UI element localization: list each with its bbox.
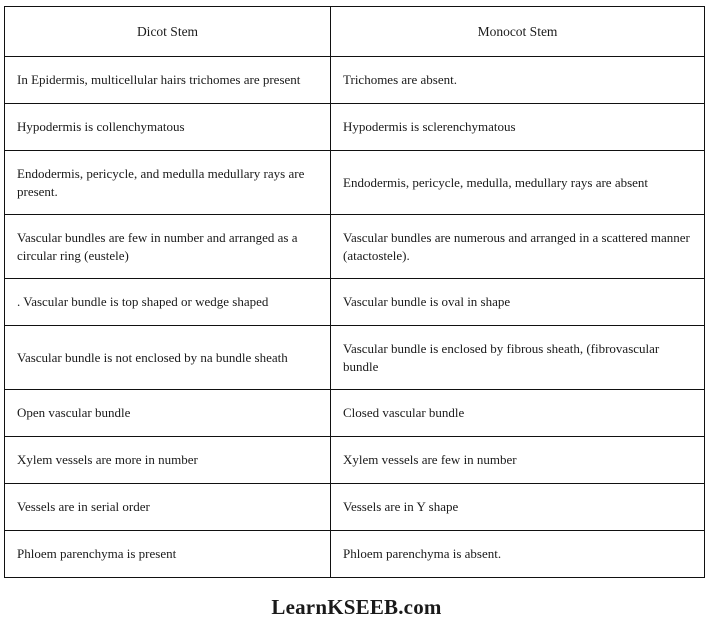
header-dicot: Dicot Stem: [5, 7, 331, 57]
dicot-cell: In Epidermis, multicellular hairs trichomes are present: [5, 57, 331, 104]
monocot-cell: Hypodermis is sclerenchymatous: [331, 104, 705, 151]
table-row: [5, 326, 705, 390]
table-row: [5, 531, 705, 578]
table-row: [5, 151, 705, 215]
monocot-cell: Closed vascular bundle: [331, 390, 705, 437]
dicot-cell: . Vascular bundle is top shaped or wedge shaped: [5, 279, 331, 326]
dicot-cell: Hypodermis is collenchymatous: [5, 104, 331, 151]
table-row: [5, 57, 705, 104]
header-row: [5, 7, 705, 57]
dicot-cell: Vascular bundle is not enclosed by na bundle sheath: [5, 326, 331, 390]
table-row: [5, 279, 705, 326]
table-row: [5, 215, 705, 279]
dicot-cell: Phloem parenchyma is present: [5, 531, 331, 578]
monocot-cell: Phloem parenchyma is absent.: [331, 531, 705, 578]
dicot-cell: Open vascular bundle: [5, 390, 331, 437]
dicot-cell: Endodermis, pericycle, and medulla medullary rays are present.: [5, 151, 331, 215]
table-row: [5, 104, 705, 151]
table-row: [5, 390, 705, 437]
monocot-cell: Vascular bundle is enclosed by fibrous sheath, (fibrovascular bundle: [331, 326, 705, 390]
comparison-table: [4, 6, 705, 578]
table-row: [5, 437, 705, 484]
monocot-cell: Vascular bundle is oval in shape: [331, 279, 705, 326]
monocot-cell: Vessels are in Y shape: [331, 484, 705, 531]
header-monocot: Monocot Stem: [331, 7, 705, 57]
dicot-cell: Vascular bundles are few in number and arranged as a circular ring (eustele): [5, 215, 331, 279]
monocot-cell: Trichomes are absent.: [331, 57, 705, 104]
monocot-cell: Endodermis, pericycle, medulla, medullary rays are absent: [331, 151, 705, 215]
site-watermark: LearnKSEEB.com: [271, 595, 442, 619]
dicot-cell: Xylem vessels are more in number: [5, 437, 331, 484]
monocot-cell: Xylem vessels are few in number: [331, 437, 705, 484]
dicot-cell: Vessels are in serial order: [5, 484, 331, 531]
table-row: [5, 484, 705, 531]
monocot-cell: Vascular bundles are numerous and arranged in a scattered manner (atactostele).: [331, 215, 705, 279]
